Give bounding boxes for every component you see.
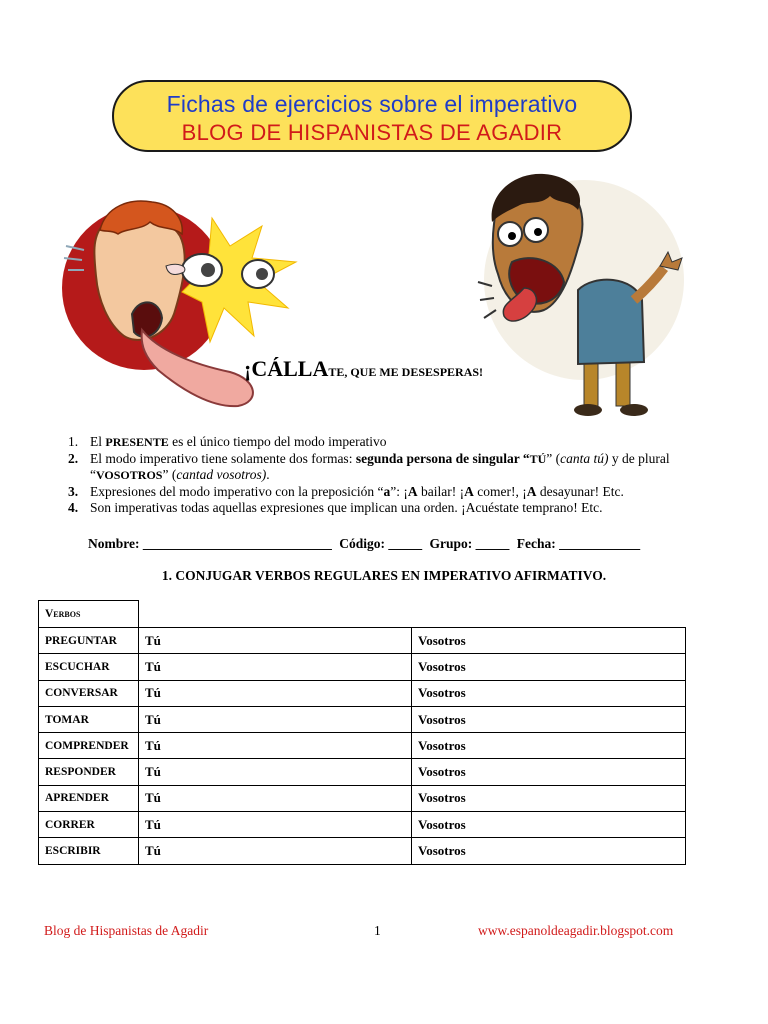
- rule-text-part: comer!, ¡: [473, 483, 527, 499]
- tu-answer-cell[interactable]: Tú: [139, 680, 412, 706]
- rule-text-part: .: [266, 467, 270, 482]
- grupo-field[interactable]: Grupo: _____: [429, 536, 510, 551]
- table-row: [39, 706, 686, 732]
- rule-example: cantad vosotros): [176, 467, 267, 482]
- shout-caption-small: TE, QUE ME DESESPERAS!: [328, 365, 484, 379]
- vosotros-answer-cell[interactable]: Vosotros: [412, 759, 686, 785]
- rule-keyword: VOSOTROS: [96, 468, 163, 482]
- rule-text-part: ” (: [162, 467, 177, 482]
- tu-answer-cell[interactable]: Tú: [139, 654, 412, 680]
- rule-text-part: El: [90, 434, 106, 449]
- rule-text-part: bailar! ¡: [417, 483, 465, 499]
- footer-page-number: 1: [374, 923, 381, 938]
- verb-cell: TOMAR: [39, 706, 139, 732]
- rule-number: 1.: [68, 434, 79, 449]
- vosotros-answer-cell[interactable]: Vosotros: [412, 680, 686, 706]
- rule-keyword: a: [383, 483, 391, 499]
- rule-1: [68, 434, 708, 451]
- table-row: [39, 759, 686, 785]
- rule-text: Son imperativas todas aquellas expresiones que implican una orden. ¡Acuéstate temprano! Etc.: [90, 500, 603, 515]
- footer-blog-url[interactable]: www.espanoldeagadir.blogspot.com: [478, 923, 674, 938]
- rule-example: canta tú): [560, 450, 609, 466]
- shout-caption-big: ¡CÁLLA: [244, 356, 329, 381]
- tu-answer-cell[interactable]: Tú: [139, 706, 412, 732]
- rule-text-part: y de plural “: [90, 450, 670, 482]
- rule-number: 2.: [68, 450, 79, 466]
- table-row: [39, 628, 686, 654]
- vosotros-answer-cell[interactable]: Vosotros: [412, 706, 686, 732]
- shouting-man-illustration: [474, 170, 688, 420]
- table-row: [39, 812, 686, 838]
- rule-text-part: desayunar! Etc.: [536, 483, 624, 499]
- rule-text-part: ”: ¡: [390, 483, 408, 499]
- rule-text-part: Expresiones del modo imperativo con la preposición “: [90, 483, 384, 499]
- tu-answer-cell[interactable]: Tú: [139, 812, 412, 838]
- rule-3: [68, 484, 708, 501]
- student-info-line: [88, 536, 644, 552]
- tu-answer-cell[interactable]: Tú: [139, 759, 412, 785]
- vosotros-answer-cell[interactable]: Vosotros: [412, 628, 686, 654]
- rule-text: [90, 451, 708, 484]
- rule-number: 3.: [68, 483, 79, 499]
- codigo-field[interactable]: Código: _____: [339, 536, 423, 551]
- table-header-row: [39, 601, 686, 628]
- fecha-field[interactable]: Fecha: ____________: [516, 536, 641, 551]
- verb-cell: ESCUCHAR: [39, 654, 139, 680]
- banner-title: Fichas de ejercicios sobre el imperativo: [166, 91, 578, 117]
- rule-keyword: A: [407, 483, 418, 499]
- verb-cell: CORRER: [39, 812, 139, 838]
- verb-cell: ESCRIBIR: [39, 838, 139, 864]
- table-row: [39, 680, 686, 706]
- rule-keyword: segunda persona de singular “: [355, 450, 530, 466]
- exercise-title: 1. CONJUGAR VERBOS REGULARES EN IMPERATIVO AFIRMATIVO.: [161, 568, 607, 583]
- rule-text-part: ” (: [546, 450, 561, 466]
- verb-cell: PREGUNTAR: [39, 628, 139, 654]
- rule-2: [68, 451, 708, 484]
- vosotros-answer-cell[interactable]: Vosotros: [412, 812, 686, 838]
- rule-keyword: A: [526, 483, 537, 499]
- title-banner: [112, 80, 632, 152]
- rule-keyword: PRESENTE: [105, 435, 169, 449]
- tu-answer-cell[interactable]: Tú: [139, 838, 412, 864]
- table-row: [39, 838, 686, 864]
- verb-cell: COMPRENDER: [39, 733, 139, 759]
- verb-cell: APRENDER: [39, 785, 139, 811]
- vosotros-answer-cell[interactable]: Vosotros: [412, 785, 686, 811]
- table-row: [39, 785, 686, 811]
- banner-subtitle: BLOG DE HISPANISTAS DE AGADIR: [181, 120, 563, 145]
- table-row: [39, 654, 686, 680]
- verb-cell: CONVERSAR: [39, 680, 139, 706]
- tu-answer-cell[interactable]: Tú: [139, 785, 412, 811]
- rule-text-part: El modo imperativo tiene solamente dos formas:: [90, 450, 356, 466]
- shout-caption: [244, 356, 483, 382]
- vosotros-answer-cell[interactable]: Vosotros: [412, 733, 686, 759]
- table-header-blank: [139, 601, 686, 628]
- nombre-field[interactable]: Nombre: ____________________________: [88, 536, 332, 551]
- rule-keyword: TÚ: [529, 451, 547, 466]
- rule-keyword: A: [464, 483, 474, 499]
- tu-answer-cell[interactable]: Tú: [139, 628, 412, 654]
- vosotros-answer-cell[interactable]: Vosotros: [412, 838, 686, 864]
- tu-answer-cell[interactable]: Tú: [139, 733, 412, 759]
- rule-text-part: es el único tiempo del modo imperativo: [168, 434, 387, 449]
- rule-text: [90, 434, 708, 451]
- rule-number: 4.: [68, 500, 79, 515]
- footer-blog-name: Blog de Hispanistas de Agadir: [44, 923, 209, 938]
- verb-cell: RESPONDER: [39, 759, 139, 785]
- rule-text: [90, 484, 708, 501]
- table-row: [39, 733, 686, 759]
- verbs-column-header: Verbos: [39, 601, 139, 628]
- vosotros-answer-cell[interactable]: Vosotros: [412, 654, 686, 680]
- rules-list: [68, 434, 708, 517]
- verbs-table: [38, 600, 686, 865]
- rule-4: [68, 500, 708, 517]
- shocked-man-illustration: [62, 196, 300, 428]
